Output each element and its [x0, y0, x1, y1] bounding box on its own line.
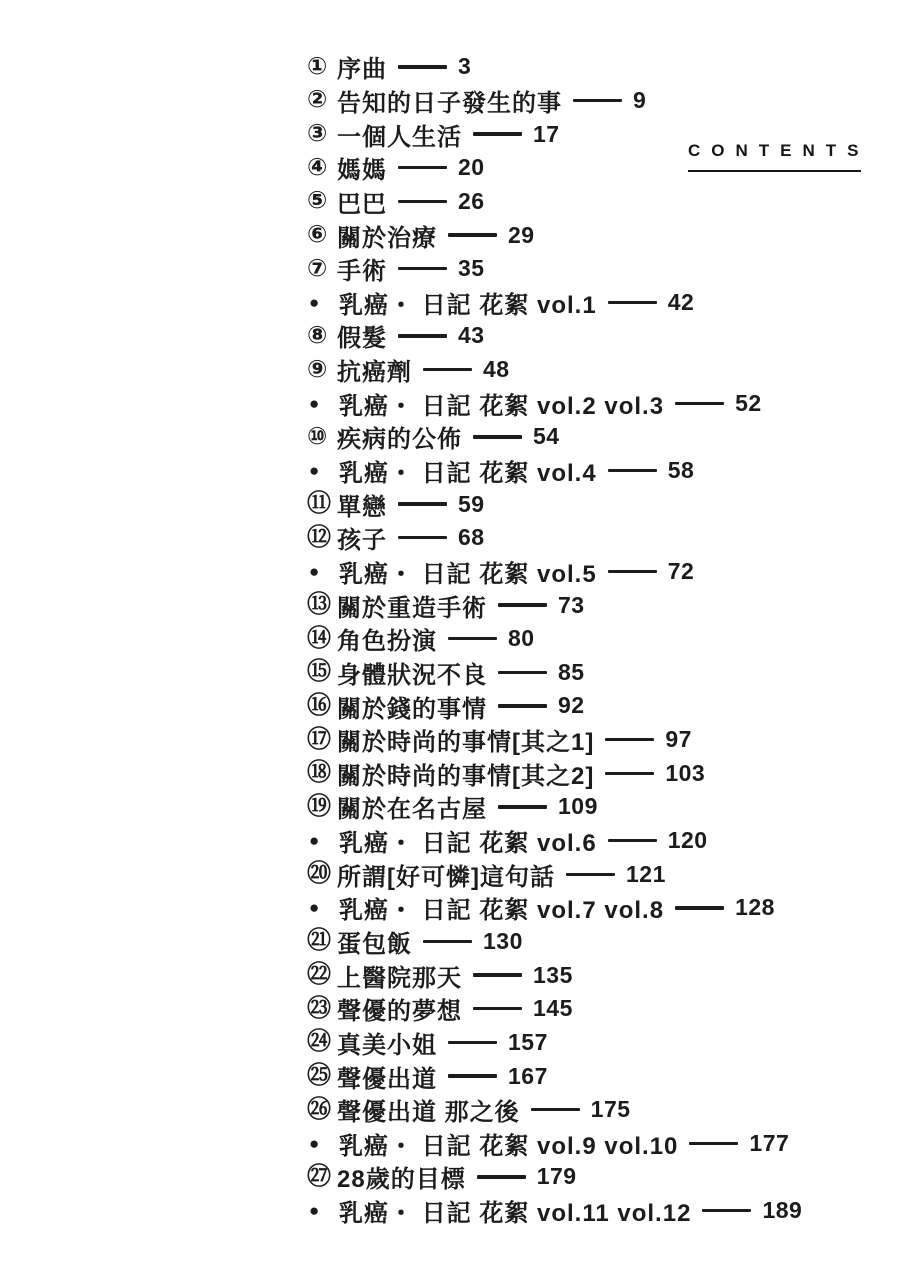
page-number: 128	[735, 894, 775, 921]
entry-title: 乳癌・ 日記 花絮 vol.6	[339, 830, 597, 858]
toc-entry-chapter	[307, 958, 802, 992]
toc-entry-extra	[307, 555, 802, 589]
entry-title: 角色扮演	[337, 628, 437, 656]
page-number: 52	[735, 389, 762, 416]
entry-title: 上醫院那天	[337, 964, 462, 992]
chapter-number-icon: ⑫	[307, 523, 331, 551]
toc-entry-chapter	[307, 1026, 802, 1060]
chapter-number-icon: ①	[307, 52, 328, 80]
leader-dash	[473, 1007, 522, 1010]
leader-dash	[448, 1074, 497, 1077]
toc-entry-extra	[307, 1127, 802, 1161]
leader-dash	[423, 940, 472, 943]
page-number: 109	[558, 793, 598, 820]
page-number: 35	[458, 255, 485, 282]
entry-title: 乳癌・ 日記 花絮 vol.5	[339, 560, 597, 588]
toc-entry-chapter	[307, 622, 802, 656]
toc-entry-chapter	[307, 588, 802, 622]
leader-dash	[473, 435, 522, 438]
bullet-icon: ●	[309, 898, 320, 918]
page-number: 175	[590, 1096, 631, 1123]
entry-title: 關於重造手術	[337, 594, 487, 622]
chapter-number-icon: ㉓	[307, 994, 331, 1022]
entry-title: 巴巴	[337, 190, 387, 218]
leader-dash	[605, 738, 654, 741]
leader-dash	[498, 671, 547, 674]
page-number: 189	[762, 1197, 803, 1224]
page-number: 43	[458, 322, 485, 349]
entry-title: 乳癌・ 日記 花絮 vol.11 vol.12	[339, 1200, 692, 1228]
leader-dash	[702, 1209, 751, 1212]
chapter-number-icon: ⑦	[307, 254, 328, 282]
toc-entry-chapter	[307, 218, 802, 252]
toc-entry-extra	[307, 386, 802, 420]
entry-title: 抗癌劑	[337, 359, 412, 387]
entry-title: 告知的日子發生的事	[337, 89, 562, 117]
page-number: 26	[458, 187, 485, 214]
entry-title: 關於時尚的事情[其之2]	[337, 762, 595, 790]
chapter-number-icon: ㉔	[307, 1028, 331, 1056]
leader-dash	[605, 772, 654, 775]
entry-title: 序曲	[337, 56, 387, 84]
page-number: 121	[625, 860, 666, 887]
toc-entry-chapter	[307, 420, 802, 454]
toc-entry-chapter	[307, 756, 802, 790]
page-number: 48	[483, 356, 510, 383]
leader-dash	[608, 301, 657, 304]
entry-title: 所謂[好可憐]這句話	[337, 863, 555, 891]
leader-dash	[473, 973, 522, 976]
toc-entry-chapter	[307, 857, 802, 891]
chapter-number-icon: ④	[307, 153, 328, 181]
toc-entry-chapter	[307, 1093, 802, 1127]
entry-title: 乳癌・ 日記 花絮 vol.7 vol.8	[339, 897, 665, 925]
bullet-icon: ●	[309, 831, 320, 851]
chapter-number-icon: ⑰	[307, 725, 331, 753]
entry-title: 聲優的夢想	[337, 998, 462, 1026]
leader-dash	[398, 267, 447, 270]
toc-entry-chapter	[307, 656, 802, 690]
page-number: 145	[533, 995, 573, 1022]
entry-title: 身體狀況不良	[337, 661, 487, 689]
entry-title: 關於治療	[337, 224, 437, 252]
leader-dash	[448, 637, 497, 640]
page-number: 85	[558, 658, 585, 685]
entry-title: 關於錢的事情	[337, 695, 487, 723]
toc-entry-extra	[307, 1194, 802, 1228]
bullet-icon: ●	[309, 461, 320, 480]
page-number: 59	[458, 490, 485, 517]
chapter-number-icon: ⑧	[307, 321, 328, 349]
chapter-number-icon: ⑮	[307, 658, 331, 686]
entry-title: 乳癌・ 日記 花絮 vol.1	[339, 291, 597, 319]
leader-dash	[398, 65, 447, 68]
chapter-number-icon: ㉗	[307, 1162, 331, 1190]
entry-title: 一個人生活	[337, 123, 462, 151]
chapter-number-icon: ㉖	[307, 1095, 331, 1123]
page-number: 73	[558, 591, 585, 618]
toc-entry-chapter	[307, 521, 802, 555]
toc-entry-chapter	[307, 50, 802, 84]
page-number: 135	[533, 961, 573, 988]
page-number: 3	[458, 53, 472, 80]
chapter-number-icon: ⑱	[307, 759, 331, 787]
toc-entry-chapter	[307, 689, 802, 723]
toc-entry-chapter	[307, 84, 802, 118]
entry-title: 聲優出道	[337, 1065, 437, 1093]
leader-dash	[398, 334, 447, 337]
leader-dash	[498, 704, 547, 707]
toc-entry-chapter	[307, 319, 802, 353]
page-number: 80	[508, 625, 535, 652]
leader-dash	[608, 839, 657, 842]
entry-title: 蛋包飯	[337, 930, 412, 958]
bullet-icon: ●	[309, 393, 320, 413]
page-number: 54	[533, 423, 560, 450]
leader-dash	[398, 166, 447, 169]
entry-title: 疾病的公佈	[337, 426, 462, 454]
entry-title: 手術	[337, 258, 387, 286]
page-number: 130	[483, 927, 523, 954]
leader-dash	[498, 603, 547, 606]
chapter-number-icon: ⑤	[307, 187, 328, 215]
chapter-number-icon: ⑨	[307, 355, 328, 383]
toc-list	[307, 50, 802, 1227]
toc-entry-chapter	[307, 117, 802, 151]
toc-entry-chapter	[307, 723, 802, 757]
chapter-number-icon: ⑪	[307, 490, 331, 518]
entry-title: 聲優出道 那之後	[337, 1099, 520, 1127]
chapter-number-icon: ②	[307, 86, 328, 114]
leader-dash	[689, 1142, 738, 1145]
page-number: 20	[458, 154, 485, 181]
leader-dash	[448, 233, 497, 236]
chapter-number-icon: ⑳	[307, 860, 331, 888]
page-number: 29	[508, 221, 535, 248]
page-number: 157	[508, 1028, 548, 1055]
toc-entry-chapter	[307, 185, 802, 219]
bullet-icon: ●	[309, 1133, 320, 1153]
page-number: 72	[667, 557, 695, 584]
entry-title: 假髮	[337, 325, 387, 353]
leader-dash	[423, 368, 472, 371]
contents-title: CONTENTS	[688, 141, 870, 160]
leader-dash	[608, 469, 657, 472]
page-number: 97	[665, 726, 692, 753]
page-number: 58	[667, 457, 695, 483]
toc-entry-extra	[307, 454, 802, 488]
leader-dash	[608, 570, 657, 573]
entry-title: 關於時尚的事情[其之1]	[337, 729, 595, 757]
leader-dash	[473, 132, 522, 135]
bullet-icon: ●	[309, 561, 320, 581]
page-number: 9	[633, 86, 647, 113]
page-number: 179	[536, 1163, 577, 1190]
chapter-number-icon: ⑩	[307, 422, 328, 450]
toc-entry-chapter	[307, 487, 802, 521]
leader-dash	[398, 200, 447, 203]
chapter-number-icon: ③	[307, 120, 328, 148]
leader-dash	[398, 502, 447, 505]
leader-dash	[477, 1175, 526, 1178]
page-number: 177	[749, 1129, 790, 1156]
toc-entry-extra	[307, 285, 802, 319]
page-number: 167	[508, 1062, 548, 1089]
page-number: 17	[533, 120, 560, 147]
leader-dash	[675, 906, 724, 909]
chapter-number-icon: ㉕	[307, 1062, 331, 1090]
leader-dash	[398, 536, 447, 539]
entry-title: 真美小姐	[337, 1031, 437, 1059]
toc-entry-chapter	[307, 151, 802, 185]
entry-title: 乳癌・ 日記 花絮 vol.2 vol.3	[339, 392, 665, 420]
leader-dash	[531, 1108, 580, 1111]
toc-entry-chapter	[307, 925, 802, 959]
leader-dash	[448, 1041, 497, 1044]
page-number: 92	[558, 692, 585, 719]
chapter-number-icon: ⑯	[307, 691, 331, 719]
chapter-number-icon: ⑭	[307, 624, 331, 652]
chapter-number-icon: ㉑	[307, 927, 331, 955]
toc-entry-chapter	[307, 1059, 802, 1093]
entry-title: 單戀	[337, 493, 387, 521]
leader-dash	[675, 402, 724, 405]
toc-entry-chapter	[307, 252, 802, 286]
toc-entry-chapter	[307, 992, 802, 1026]
page-number: 103	[665, 759, 706, 786]
toc-entry-chapter	[307, 790, 802, 824]
leader-dash	[498, 805, 547, 808]
leader-dash	[573, 99, 622, 102]
entry-title: 28歲的目標	[337, 1166, 466, 1194]
page-number: 42	[667, 288, 695, 315]
chapter-number-icon: ㉒	[307, 961, 331, 989]
page-number: 120	[667, 827, 708, 854]
toc-entry-chapter	[307, 353, 802, 387]
chapter-number-icon: ⑥	[307, 221, 328, 249]
toc-entry-extra	[307, 824, 802, 858]
leader-dash	[566, 873, 615, 876]
chapter-number-icon: ⑬	[307, 591, 331, 619]
entry-title: 媽媽	[337, 157, 387, 185]
chapter-number-icon: ⑲	[307, 792, 331, 820]
entry-title: 孩子	[337, 527, 387, 555]
entry-title: 關於在名古屋	[337, 796, 487, 824]
entry-title: 乳癌・ 日記 花絮 vol.9 vol.10	[339, 1132, 679, 1160]
entry-title: 乳癌・ 日記 花絮 vol.4	[339, 460, 597, 488]
bullet-icon: ●	[309, 292, 320, 312]
toc-entry-chapter	[307, 1160, 802, 1194]
bullet-icon: ●	[309, 1201, 320, 1221]
toc-entry-extra	[307, 891, 802, 925]
page-number: 68	[458, 524, 485, 551]
